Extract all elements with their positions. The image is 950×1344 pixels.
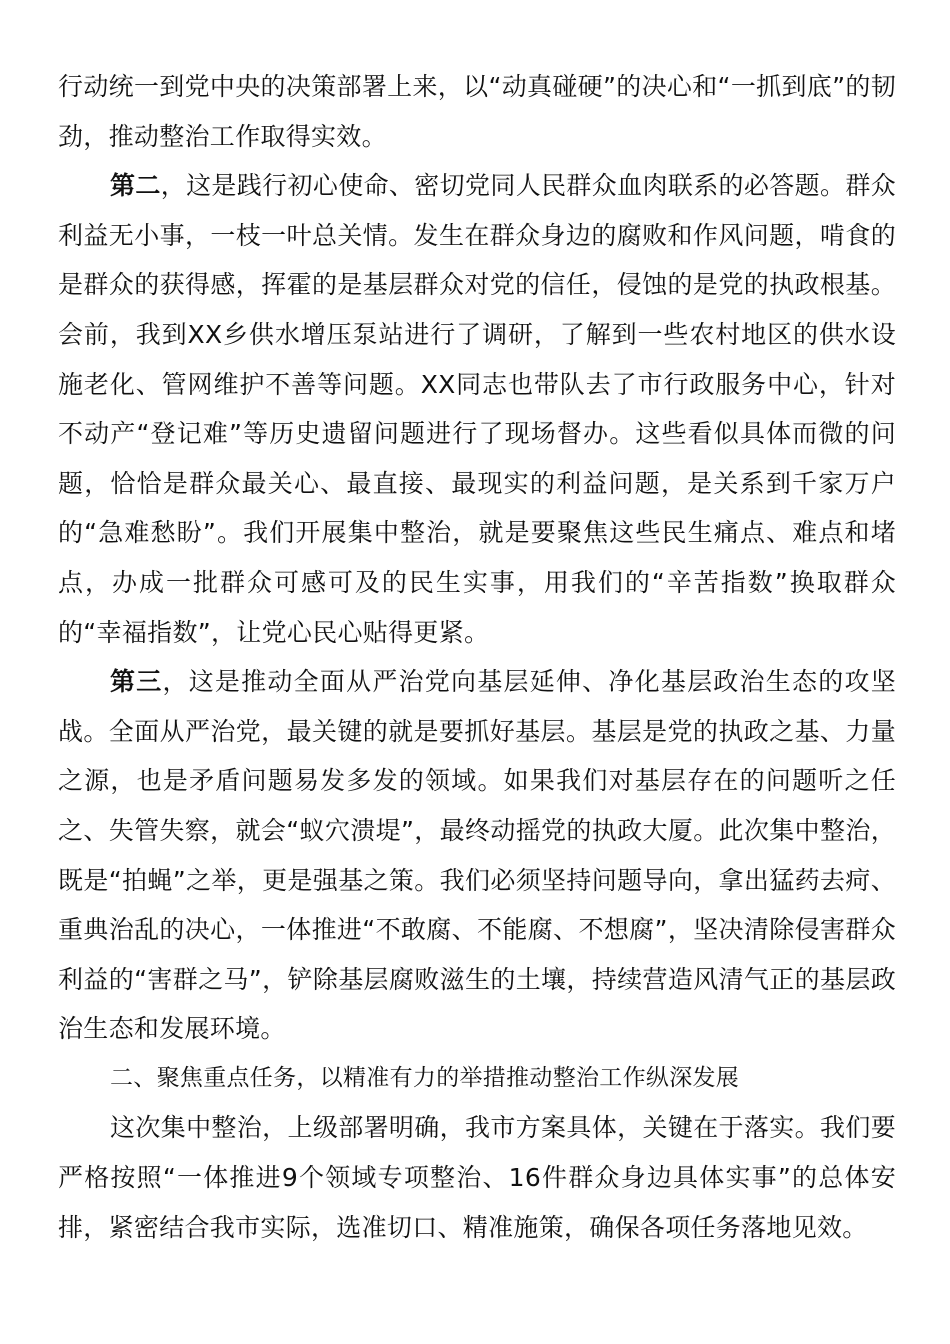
- paragraph-second: [58, 161, 896, 657]
- paragraph-text: 行动统一到党中央的决策部署上来，以“动真碰硬”的决心和“一抓到底”的韧劲，推动整治工作取得实效。: [58, 72, 896, 151]
- document-page: [58, 62, 896, 1252]
- paragraph-closing: 这次集中整治，上级部署明确，我市方案具体，关键在于落实。我们要严格按照“一体推进9个领域专项整治、16件群众身边具体实事”的总体安排，紧密结合我市实际，选准切口、精准施策，确保各项任务落地见效。: [58, 1113, 896, 1242]
- paragraph-continuation: [58, 62, 896, 161]
- paragraph-third: [58, 657, 896, 1054]
- section-heading: 二、聚焦重点任务，以精准有力的举措推动整治工作纵深发展: [110, 1064, 740, 1091]
- paragraph-text: ，这是践行初心使命、密切党同人民群众血肉联系的必答题。群众利益无小事，一枝一叶总关情。发生在群众身边的腐败和作风问题，啃食的是群众的获得感，挥霍的是基层群众对党的信任，侵蚀的是党的执政根基。会前，我到XX乡供水增压泵站进行了调研，了解到一些农村地区的供水设施老化、管网维护不善等问题。XX同志也带队去了市行政服务中心，针对不动产“登记难”等历史遗留问题进行了现场督办。这些看似具体而微的问题，恰恰是群众最关心、最直接、最现实的利益问题，是关系到千家万户的“急难愁盼”。我们开展集中整治，就是要聚焦这些民生痛点、难点和堵点，办成一批群众可感可及的民生实事，用我们的“辛苦指数”换取群众的“幸福指数”，让党心民心贴得更紧。: [58, 171, 896, 647]
- paragraph-lead: 第三: [110, 667, 163, 697]
- paragraph-lead: 第二: [110, 171, 161, 201]
- paragraph-text: ，这是推动全面从严治党向基层延伸、净化基层政治生态的攻坚战。全面从严治党，最关键的就是要抓好基层。基层是党的执政之基、力量之源，也是矛盾问题易发多发的领域。如果我们对基层存在的问题听之任之、失管失察，就会“蚁穴溃堤”，最终动摇党的执政大厦。此次集中整治，既是“拍蝇”之举，更是强基之策。我们必须坚持问题导向，拿出猛药去疴、重典治乱的决心，一体推进“不敢腐、不能腐、不想腐”，坚决清除侵害群众利益的“害群之马”，铲除基层腐败滋生的土壤，持续营造风清气正的基层政治生态和发展环境。: [58, 667, 896, 1044]
